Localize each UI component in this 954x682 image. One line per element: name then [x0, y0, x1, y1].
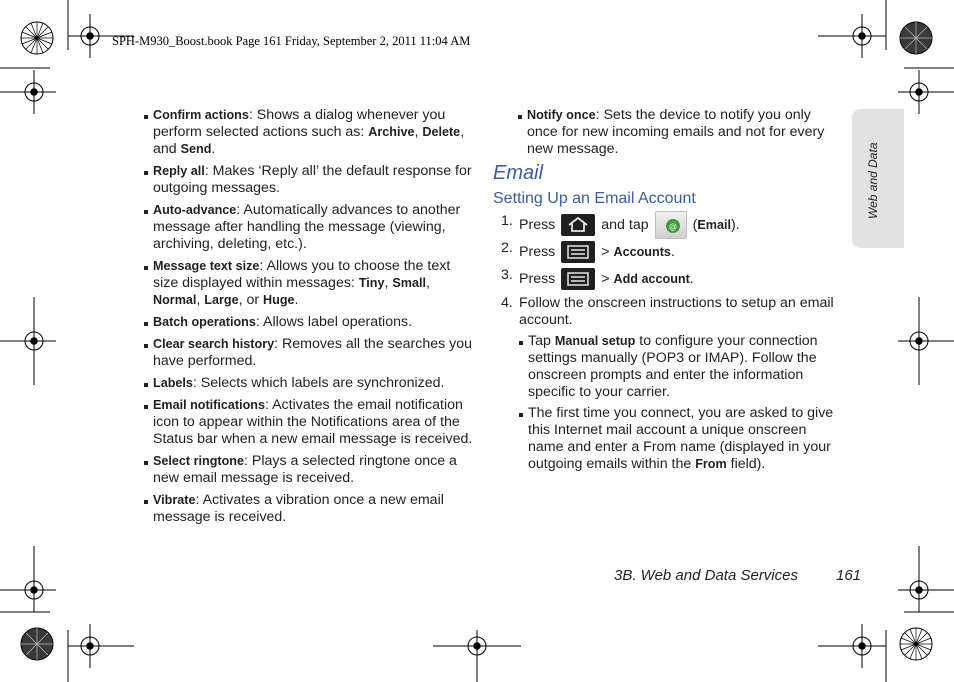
menu-option: Add account [613, 271, 690, 286]
list-item [144, 163, 474, 197]
separator: , [426, 275, 430, 291]
separator: , [384, 275, 393, 291]
svg-text:@: @ [668, 222, 677, 231]
bullet [144, 500, 148, 504]
description: : Activates the email notification icon to appear within the Notifications area of the Status bar when a new email message is received. [153, 397, 473, 447]
list-item [144, 202, 474, 253]
list-item [144, 314, 474, 331]
term: From [695, 457, 727, 471]
step-number: 3. [501, 267, 513, 283]
bullet [519, 341, 523, 345]
menu-key-icon [561, 241, 595, 263]
list-item [144, 375, 474, 392]
list-item [144, 258, 474, 309]
description: : Allows label operations. [255, 314, 413, 330]
term: Email notifications [153, 398, 265, 412]
section-title: Email [493, 162, 544, 184]
description: : Automatically advances to another message after handling the message (viewing, archiving, deleting, etc.). [153, 202, 461, 252]
term: Confirm actions [153, 108, 249, 122]
separator: , [414, 124, 423, 140]
description: : Selects which labels are synchronized. [192, 375, 445, 391]
term: Notify once [527, 108, 596, 122]
description: : Shows a dialog whenever you perform selected actions such as: [153, 107, 446, 140]
term: Batch operations [153, 315, 256, 329]
option: Archive [368, 125, 415, 139]
list-item [144, 397, 474, 448]
bullet [144, 322, 148, 326]
bullet [144, 115, 148, 119]
term: Labels [153, 376, 193, 390]
right-column [493, 107, 845, 476]
footer-section: 3B. Web and Data Services [614, 567, 798, 584]
bullet [144, 405, 148, 409]
description: : Makes ‘Reply all’ the default response for outgoing messages. [153, 163, 472, 196]
step-text: . [689, 270, 694, 287]
term: Auto-advance [153, 203, 237, 217]
description: The first time you connect, you are asked to give this Internet mail account a unique onscreen name and enter a From name (displayed in your outgoing emails within the [528, 405, 834, 472]
term: Manual setup [554, 334, 636, 348]
list-item [519, 405, 845, 473]
step-text: . [670, 243, 675, 260]
option: Delete [422, 125, 461, 139]
description: : Sets the device to notify you only once for new incoming emails and not for every new message. [527, 107, 825, 157]
email-app-icon [655, 211, 687, 239]
step-text: > [601, 270, 610, 287]
option: Large [204, 293, 239, 307]
bullet [144, 210, 148, 214]
menu-key-icon [561, 268, 595, 290]
list-item [518, 107, 845, 158]
app-name: Email [697, 217, 731, 232]
description: : Removes all the searches you have performed. [153, 336, 473, 369]
description: to configure your connection settings manually (POP3 or IMAP). Follow the onscreen prompts and enter the information specific to your carrier. [528, 333, 818, 400]
bullet [518, 115, 522, 119]
description: Tap [528, 333, 555, 349]
bullet [144, 344, 148, 348]
home-key-icon [561, 214, 595, 236]
separator: , [196, 292, 205, 308]
side-tab-label: Web and Data [866, 142, 880, 219]
term: Vibrate [153, 493, 196, 507]
step-text: and tap [601, 216, 649, 233]
step-text: Press [519, 243, 556, 260]
separator: . [294, 292, 299, 308]
step-text: ( [692, 216, 698, 233]
option: Small [392, 276, 426, 290]
description: : Activates a vibration once a new email message is received. [153, 492, 444, 525]
list-item [144, 453, 474, 487]
bullet [519, 413, 523, 417]
subsection-title: Setting Up an Email Account [493, 190, 696, 207]
term: Message text size [153, 259, 260, 273]
description: : Allows you to choose the text size displayed within messages: [153, 258, 451, 291]
separator: , and [153, 124, 465, 157]
step-text: Press [519, 270, 556, 287]
bullet [144, 266, 148, 270]
list-item [144, 492, 474, 526]
page-number: 161 [836, 567, 862, 584]
step-text: > [601, 243, 610, 260]
option: Send [180, 142, 212, 156]
step-4 [493, 295, 845, 473]
option: Tiny [358, 276, 385, 290]
step-3 [493, 267, 845, 291]
separator: , or [238, 292, 264, 308]
term: Select ringtone [153, 454, 244, 468]
step-text: ). [730, 216, 740, 233]
step-2 [493, 240, 845, 264]
bullet [144, 461, 148, 465]
bullet [144, 383, 148, 387]
list-item [519, 333, 845, 401]
step-number: 1. [501, 213, 513, 229]
term: Clear search history [153, 337, 275, 351]
list-item [144, 336, 474, 370]
step-text: Follow the onscreen instructions to setup an email account. [519, 295, 834, 328]
option: Normal [153, 293, 197, 307]
step-number: 2. [501, 240, 513, 256]
print-header: SPH-M930_Boost.book Page 161 Friday, September 2, 2011 11:04 AM [112, 34, 471, 48]
step-text: Press [519, 216, 556, 233]
term: Reply all [153, 164, 205, 178]
step-1 [493, 213, 845, 237]
step-number: 4. [501, 295, 513, 311]
separator: . [211, 141, 216, 157]
description: : Plays a selected ringtone once a new email message is received. [153, 453, 457, 486]
menu-option: Accounts [613, 244, 671, 259]
bullet [144, 171, 148, 175]
left-column [144, 107, 474, 531]
description: field). [726, 456, 766, 472]
list-item [144, 107, 474, 158]
option: Huge [263, 293, 295, 307]
